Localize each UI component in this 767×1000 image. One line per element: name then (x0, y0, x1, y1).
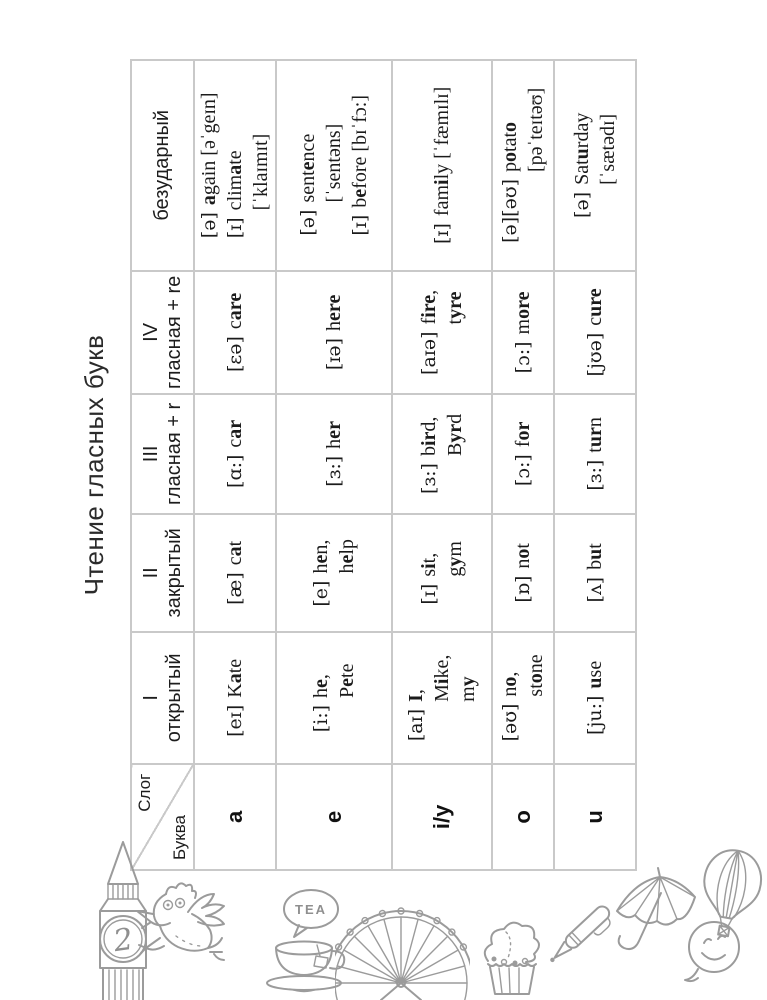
column-header-unstressed (131, 60, 194, 271)
ipa-symbol: [e] (310, 580, 332, 607)
column-header-closed (131, 514, 194, 632)
example-line: before [bɪˈfɔ:] (349, 95, 371, 208)
header-row (131, 60, 194, 870)
smiley-icon (678, 915, 748, 990)
ipa-symbol: [ɛə] (224, 336, 246, 372)
page-number: 2 (111, 921, 136, 960)
ipa-symbol: [ɜ:] (418, 463, 440, 494)
example-line: but (584, 543, 606, 570)
example-line: [ˈsætədɪ] (597, 113, 619, 185)
example-words (308, 539, 360, 573)
column-header-vowel-r (131, 394, 194, 513)
table-row (392, 60, 492, 870)
example-words (510, 422, 536, 448)
example-words (429, 87, 455, 216)
example-line: here (323, 294, 345, 331)
example-line: sentence (297, 133, 319, 203)
example-cell (492, 271, 554, 395)
example-words (510, 543, 536, 569)
ipa-symbol: [ə] (571, 191, 593, 218)
example-line: bird, (418, 416, 440, 457)
example-line: again [əˈgeɪn] (198, 92, 220, 206)
example-words (222, 293, 248, 329)
example-words (510, 291, 536, 334)
column-label: открытый (162, 653, 185, 743)
example-line: Mike, (431, 654, 453, 702)
example-line: not (512, 543, 534, 569)
example-words (295, 124, 347, 203)
example-cell (194, 394, 276, 513)
ipa-symbol: [ɪə] (323, 337, 345, 371)
example-words (222, 659, 248, 698)
example-line: use (584, 660, 606, 689)
example-cell (392, 394, 492, 513)
column-numeral: II (139, 567, 162, 579)
letter-cell: u (554, 764, 636, 870)
example-cell (554, 632, 636, 764)
example-line: help (336, 539, 358, 574)
corner-label-letter: Буква (170, 814, 189, 860)
example-line: climate (224, 150, 246, 211)
ipa-symbol: [eɪ] (224, 704, 246, 737)
example-words (196, 92, 222, 205)
example-line: I, (405, 689, 427, 702)
example-words (569, 113, 621, 185)
example-line: no, (499, 671, 521, 697)
example-cell (194, 632, 276, 764)
example-line: tyre (444, 291, 466, 325)
example-cell (554, 271, 636, 395)
example-line: Kate (224, 658, 246, 698)
example-line: cure (584, 288, 606, 326)
example-line: fire, (418, 289, 440, 325)
ipa-symbol: [ɒ] (512, 575, 534, 603)
table-row (492, 60, 554, 870)
example-line: family [ˈfæmɪlɪ] (431, 86, 453, 217)
ipa-symbol: [ɔ:] (512, 341, 534, 374)
ipa-symbol: [aɪ] (405, 708, 427, 742)
example-cell (392, 60, 492, 271)
example-cell (276, 632, 392, 764)
tea-bubble-label: TEA (295, 902, 327, 917)
letter-cell: i/y (392, 764, 492, 870)
example-words (222, 420, 248, 448)
ipa-symbol: [i:] (310, 704, 332, 733)
example-line: care (224, 292, 246, 330)
vowel-reading-table (130, 59, 637, 871)
rotated-content (58, 59, 638, 871)
example-cell (392, 632, 492, 764)
example-line: my (457, 676, 479, 702)
example-line: [ˈsentəns] (323, 123, 345, 203)
example-words (416, 541, 468, 577)
example-words (497, 654, 549, 696)
ipa-symbol: [ɑ:] (224, 454, 246, 488)
letter-cell: e (276, 764, 392, 870)
example-words (222, 541, 248, 565)
example-line: Pete (336, 663, 358, 698)
example-line: more (512, 291, 534, 335)
example-cell (492, 60, 554, 271)
example-cell (492, 394, 554, 513)
example-cell (554, 514, 636, 632)
ipa-symbol: [ju:] (584, 695, 606, 735)
example-cell (492, 632, 554, 764)
ipa-symbol: [ɜ:] (584, 459, 606, 491)
table-row (194, 60, 276, 870)
ipa-symbol: [jʊə] (584, 332, 606, 377)
column-header-open (131, 632, 194, 764)
example-words (416, 414, 468, 456)
ipa-symbol: [ə] (297, 209, 319, 236)
ipa-symbol: [ə] (198, 212, 220, 239)
example-line: hen, (310, 539, 332, 574)
ipa-symbol: [əʊ] (499, 703, 521, 742)
example-words (308, 664, 360, 698)
example-cell (276, 271, 392, 395)
letter-cell: o (492, 764, 554, 870)
example-line: he, (310, 674, 332, 698)
ipa-symbol: [ɔ:] (512, 454, 534, 487)
example-line: for (512, 421, 534, 448)
example-cell (554, 394, 636, 513)
example-cell (276, 60, 392, 271)
example-words (321, 421, 347, 449)
example-line: cat (224, 540, 246, 566)
example-line: car (224, 419, 246, 448)
corner-label-syllable: Слог (135, 773, 154, 812)
column-numeral: IV (139, 322, 162, 342)
ipa-symbol: [ə][əʊ] (499, 178, 521, 243)
example-words (347, 95, 373, 208)
column-label: гласная + r (162, 402, 185, 505)
ipa-symbol: [ɜ:] (323, 455, 345, 487)
table-row (276, 60, 392, 870)
example-cell (194, 514, 276, 632)
example-words (403, 655, 481, 702)
example-cell (392, 514, 492, 632)
table-row (554, 60, 636, 870)
example-words (582, 661, 608, 689)
example-words (416, 290, 468, 325)
example-words (582, 288, 608, 325)
example-words (582, 417, 608, 453)
example-cell (276, 394, 392, 513)
ipa-symbol: [ɪ] (224, 217, 246, 239)
example-cell (194, 60, 276, 271)
column-numeral: III (139, 445, 162, 463)
example-cell (392, 271, 492, 395)
ipa-symbol: [ɪ] (349, 214, 371, 236)
ipa-symbol: [ɪ] (418, 583, 440, 605)
example-line: gym (444, 541, 466, 577)
column-label: гласная + re (162, 275, 185, 389)
column-header-vowel-re (131, 271, 194, 395)
example-line: [ˈklaɪmɪt] (250, 133, 272, 211)
example-line: [pəˈteɪtəʊ] (525, 87, 547, 172)
example-words (222, 134, 274, 211)
example-cell (554, 60, 636, 271)
example-line: turn (584, 417, 606, 453)
ipa-symbol: [aɪə] (418, 331, 440, 375)
page-title: Чтение гласных букв (79, 334, 109, 596)
example-words (582, 543, 608, 570)
example-line: stone (525, 654, 547, 697)
example-line: her (323, 421, 345, 449)
column-numeral: I (139, 695, 162, 701)
example-cell (194, 271, 276, 395)
example-line: Byrd (444, 413, 466, 457)
letter-cell: a (194, 764, 276, 870)
example-line: potato (499, 121, 521, 172)
example-words (321, 295, 347, 331)
ipa-symbol: [ɪ] (431, 223, 453, 244)
example-words (497, 88, 549, 172)
example-line: Saturday (571, 112, 593, 185)
ipa-symbol: [ʌ] (584, 576, 606, 603)
column-label: безударный (151, 109, 173, 221)
ipa-symbol: [æ] (224, 572, 246, 605)
column-label: закрытый (162, 528, 185, 618)
bird-icon (130, 878, 240, 993)
ferris-wheel-icon (335, 876, 470, 1000)
example-cell (492, 514, 554, 632)
example-cell (276, 514, 392, 632)
example-line: sit, (418, 552, 440, 577)
